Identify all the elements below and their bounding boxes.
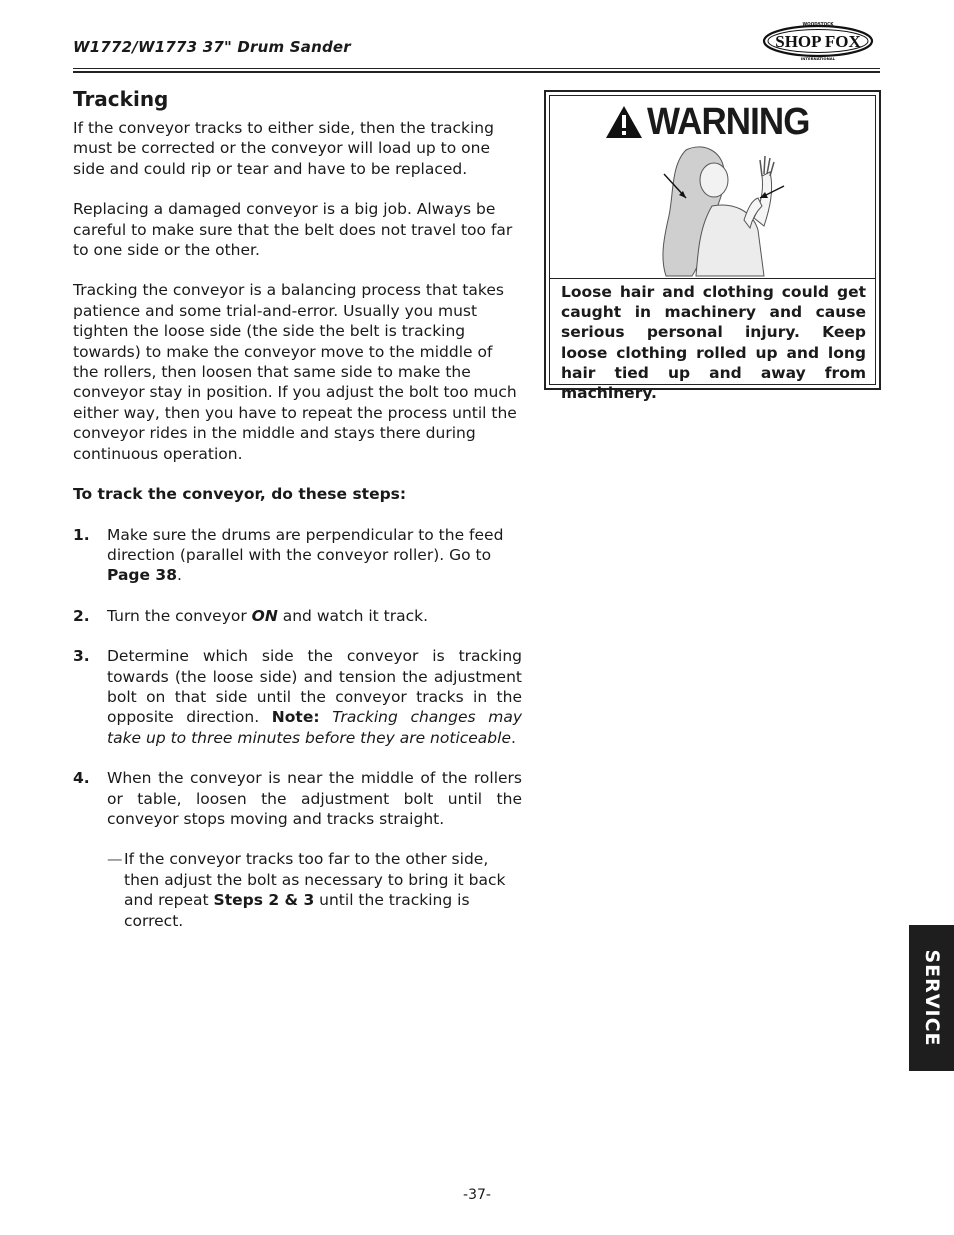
loose-hair-clothing-illustration <box>652 146 802 278</box>
shop-fox-logo <box>762 20 874 62</box>
document-header-title: W1772/W1773 37" Drum Sander <box>73 38 351 56</box>
header-rule-thin <box>73 68 880 69</box>
step-number: 3. <box>73 647 90 666</box>
step-number: 1. <box>73 525 90 544</box>
main-column <box>73 86 522 931</box>
warning-text: Loose hair and clothing could get caught in machinery and cause serious personal injury. Keep loose clothing rolled up and long hair tied up and away from machinery. <box>561 283 866 403</box>
svg-text:WOODSTOCK: WOODSTOCK <box>802 21 834 27</box>
warning-divider <box>550 278 875 279</box>
svg-text:SHOP FOX: SHOP FOX <box>775 32 861 51</box>
step-2 <box>73 606 522 626</box>
step-text: When the conveyor is near the middle of the rollers or table, loosen the adjustment bolt until the conveyor stops moving and tracks straight. <box>107 769 522 828</box>
substep-text: If the conveyor tracks too far to the other side, then adjust the bolt as necessary to bring it back and repeat Steps 2 & 3 until the tracking is correct. <box>124 850 506 930</box>
note-label: Note: <box>271 708 320 727</box>
warning-inner-frame <box>549 95 876 403</box>
step-number: 4. <box>73 769 90 788</box>
step-text: Turn the conveyor ON and watch it track. <box>107 606 429 625</box>
warning-triangle-icon <box>605 105 643 139</box>
note-text: Tracking changes may take up to three minutes before they are noticeable <box>107 708 522 747</box>
step-4 <box>73 768 522 829</box>
step-number: 2. <box>73 606 90 625</box>
paragraph: If the conveyor tracks to either side, then the tracking must be corrected or the conveyor will load up to one side and could rip or tear and have to be replaced. <box>73 119 494 178</box>
section-tab-service <box>909 925 954 1071</box>
page-number: -37- <box>463 1187 491 1203</box>
step-1 <box>73 525 522 586</box>
warning-box <box>544 90 881 403</box>
paragraph: Replacing a damaged conveyor is a big job. Always be careful to make sure that the belt does not travel too far to one side or the other. <box>73 200 513 260</box>
header-rule-thick <box>73 71 880 73</box>
substep <box>107 849 522 931</box>
substep-dash: — <box>107 850 123 869</box>
svg-text:INTERNATIONAL: INTERNATIONAL <box>800 56 836 61</box>
section-tab-label: SERVICE <box>920 949 943 1047</box>
section-title: Tracking <box>73 87 169 111</box>
steps-intro: To track the conveyor, do these steps: <box>73 485 407 504</box>
step-3 <box>73 646 522 748</box>
paragraph: Tracking the conveyor is a balancing process that takes patience and some trial-and-error. Usually you must tighten the loose side (the side the belt is tracking towards) to make the conveyor move to the middle of the rollers, then loosen that same side to make the conveyor stay in position. If you adjust the bolt too much either way, then you have to repeat the process until the conveyor rides in the middle and stays there during continuous operation. <box>73 281 517 463</box>
warning-title: WARNING <box>647 100 810 143</box>
step-text: Make sure the drums are perpendicular to the feed direction (parallel with the conveyor roller). Go to Page 38. <box>107 525 504 585</box>
warning-header <box>605 102 824 142</box>
step-text: Determine which side the conveyor is tracking towards (the loose side) and tension the adjustment bolt on that side until the conveyor tracks in the opposite direction. Note: Tracking changes may take up to three minutes before they are noticeable. <box>107 647 522 747</box>
